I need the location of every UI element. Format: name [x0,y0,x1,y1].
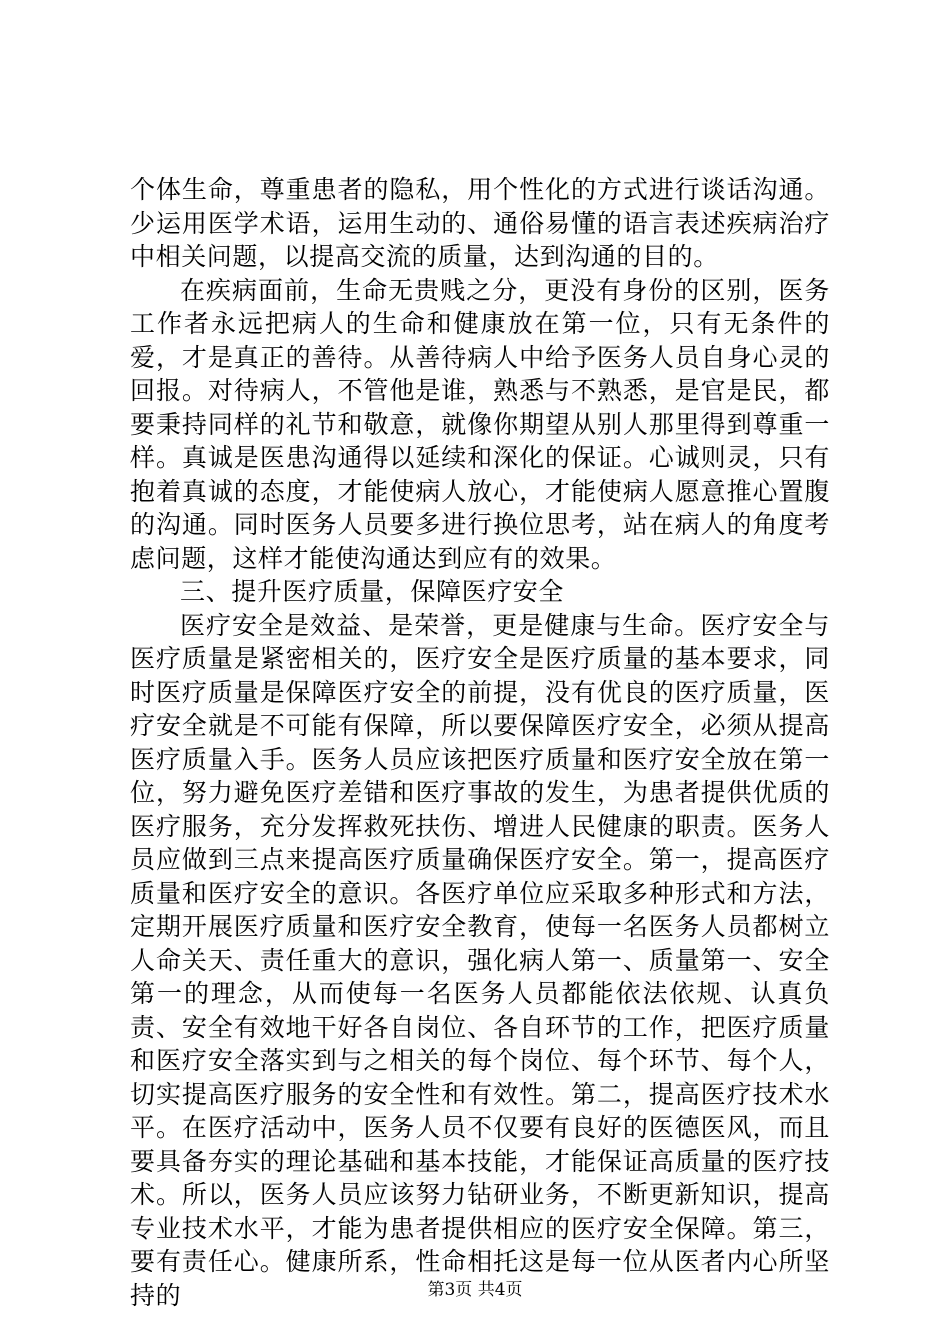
section-heading-quality-safety: 三、提升医疗质量，保障医疗安全 [180,577,565,606]
page-number-footer: 第3页 共4页 [427,1280,523,1300]
paragraph-continuation: 个体生命，尊重患者的隐私，用个性化的方式进行谈话沟通。少运用医学术语，运用生动的、通俗易懂的语言表述疾病治疗中相关问题，以提高交流的质量，达到沟通的目的。 [130,175,830,271]
paragraph-equality: 在疾病面前，生命无贵贱之分，更没有身份的区别，医务工作者永远把病人的生命和健康放在第一位，只有无条件的爱，才是真正的善待。从善待病人中给予医务人员自身心灵的回报。对待病人，不管他是谁，熟悉与不熟悉，是官是民，都要秉持同样的礼节和敬意，就像你期望从别人那里得到尊重一样。真诚是医患沟通得以延续和深化的保证。心诚则灵，只有抱着真诚的态度，才能使病人放心，才能使病人愿意推心置腹的沟通。同时医务人员要多进行换位思考，站在病人的角度考虑问题，这样才能使沟通达到应有的效果。 [130,275,830,573]
document-body [130,173,830,1312]
paragraph-medical-safety: 医疗安全是效益、是荣誉，更是健康与生命。医疗安全与医疗质量是紧密相关的，医疗安全是医疗质量的基本要求，同时医疗质量是保障医疗安全的前提，没有优良的医疗质量，医疗安全就是不可能有保障，所以要保障医疗安全，必须从提高医疗质量入手。医务人员应该把医疗质量和医疗安全放在第一位，努力避免医疗差错和医疗事故的发生，为患者提供优质的医疗服务，充分发挥救死扶伤、增进人民健康的职责。医务人员应做到三点来提高医疗质量确保医疗安全。第一，提高医疗质量和医疗安全的意识。各医疗单位应采取多种形式和方法，定期开展医疗质量和医疗安全教育，使每一名医务人员都树立人命关天、责任重大的意识，强化病人第一、质量第一、安全第一的理念，从而使每一名医务人员都能依法依规、认真负责、安全有效地干好各自岗位、各自环节的工作，把医疗质量和医疗安全落实到与之相关的每个岗位、每个环节、每个人，切实提高医疗服务的安全性和有效性。第二，提高医疗技术水平。在医疗活动中，医务人员不仅要有良好的医德医风，而且要具备夯实的理论基础和基本技能，才能保证高质量的医疗技术。所以，医务人员应该努力钻研业务，不断更新知识，提高专业技术水平，才能为患者提供相应的医疗安全保障。第三，要有责任心。健康所系，性命相托这是每一位从医者内心所坚持的 [130,610,830,1310]
